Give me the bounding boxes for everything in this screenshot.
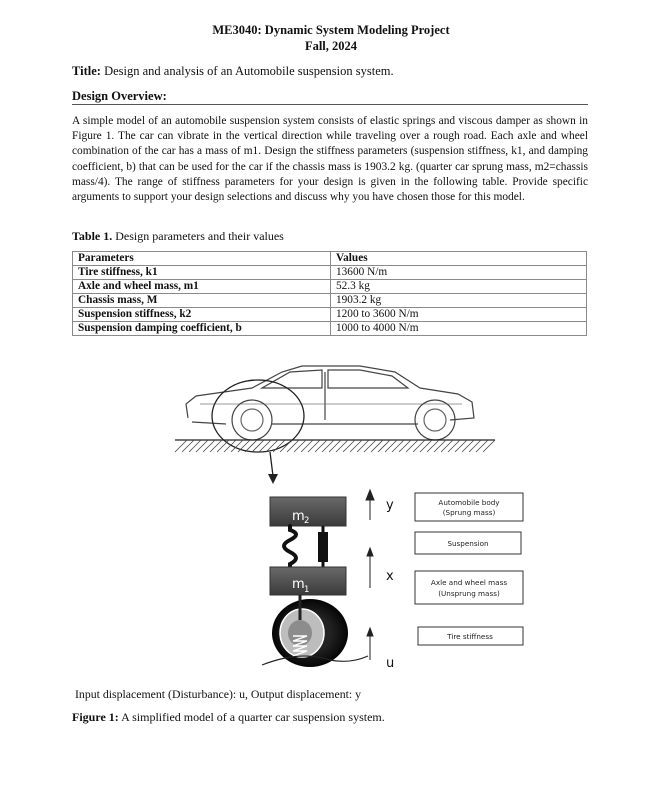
- param-value: 1000 to 4000 N/m: [331, 322, 587, 336]
- axis-x-label: x: [386, 569, 394, 584]
- param-value: 1903.2 kg: [331, 294, 587, 308]
- header-parameters: Parameters: [73, 252, 331, 266]
- mass-bottom-label: m: [292, 577, 305, 592]
- legend-box-tire: [418, 627, 523, 645]
- param-name: Suspension damping coefficient, b: [73, 322, 331, 336]
- legend-box-body: [415, 493, 523, 521]
- parameters-table: [72, 251, 587, 336]
- table-row: [73, 294, 587, 308]
- table-caption: [72, 229, 284, 244]
- motion-arrows: [366, 490, 374, 660]
- table-row: [73, 280, 587, 294]
- project-title: [72, 64, 394, 79]
- overview-paragraph: A simple model of an automobile suspension system consists of elastic springs and viscous damper as shown in Figure 1. The car can vibrate in the vertical direction while traveling over a rough road. Each axle and wheel combination of the car has a mass of m1. Design the stiffness parameters (suspension stiffness, k1, and damping coefficient, b) that can be used for the car if the chassis mass is 1903.2 kg. (quarter car sprung mass, m2=chassis mass/4). The range of stiffness parameters for your design is given in the following table. Provide specific arguments to support your design selections and discuss why you have chosen those for this model.: [72, 115, 588, 204]
- table-row: [73, 322, 587, 336]
- ground-hatching: [175, 440, 495, 452]
- param-name: Chassis mass, M: [73, 294, 331, 308]
- axle-line1: Axle and wheel mass: [430, 578, 508, 587]
- suspension-spring: [284, 526, 296, 567]
- course-title: ME3040: Dynamic System Modeling Project: [212, 23, 450, 37]
- arrow-up-icon: [366, 490, 374, 500]
- overview-heading: Design Overview:: [72, 89, 167, 103]
- param-value: 1200 to 3600 N/m: [331, 308, 587, 322]
- section-divider: [72, 104, 588, 105]
- tire-wheel: [262, 595, 368, 667]
- param-name: Axle and wheel mass, m1: [73, 280, 331, 294]
- suspension-label: Suspension: [447, 539, 489, 548]
- unsprung-mass-block: [270, 567, 346, 595]
- axis-u-label: u: [386, 656, 395, 671]
- term: Fall, 2024: [304, 39, 358, 53]
- param-value: 13600 N/m: [331, 266, 587, 280]
- body-line2: (Sprung mass): [442, 508, 496, 517]
- suspension-damper: [318, 526, 328, 567]
- arrow-up-icon: [367, 628, 373, 636]
- arrow-up-icon: [367, 548, 373, 556]
- car-drawing: [186, 366, 474, 440]
- legend-box-axle: [415, 571, 523, 604]
- param-name: Tire stiffness, k1: [73, 266, 331, 280]
- title-label: Title:: [72, 64, 101, 78]
- legend-box-suspension: [415, 532, 521, 554]
- sprung-mass-block: [270, 497, 346, 526]
- zoom-arrow-icon: [268, 474, 278, 484]
- io-description: Input displacement (Disturbance): u, Output displacement: y: [75, 687, 361, 701]
- figure-caption-label: Figure 1:: [72, 710, 119, 724]
- table-row: [73, 266, 587, 280]
- suspension-figure: [0, 360, 662, 680]
- table-caption-text: Design parameters and their values: [115, 229, 284, 243]
- mass-top-sub: 2: [304, 516, 310, 526]
- table-header-row: [73, 252, 587, 266]
- header-values: Values: [331, 252, 587, 266]
- param-name: Suspension stiffness, k2: [73, 308, 331, 322]
- figure-caption: [72, 710, 385, 725]
- table-row: [73, 308, 587, 322]
- tire-label: Tire stiffness: [447, 632, 493, 641]
- mass-bottom-sub: 1: [304, 585, 310, 595]
- param-value: 52.3 kg: [331, 280, 587, 294]
- table-caption-label: Table 1.: [72, 229, 113, 243]
- figure-caption-text: A simplified model of a quarter car suspension system.: [121, 710, 385, 724]
- axis-y-label: y: [386, 498, 394, 513]
- mass-top-label: m: [292, 509, 305, 524]
- axle-line2: (Unsprung mass): [438, 589, 500, 598]
- title-text: Design and analysis of an Automobile suspension system.: [104, 64, 394, 78]
- body-line1: Automobile body: [438, 498, 500, 507]
- zoom-ellipse: [212, 380, 304, 452]
